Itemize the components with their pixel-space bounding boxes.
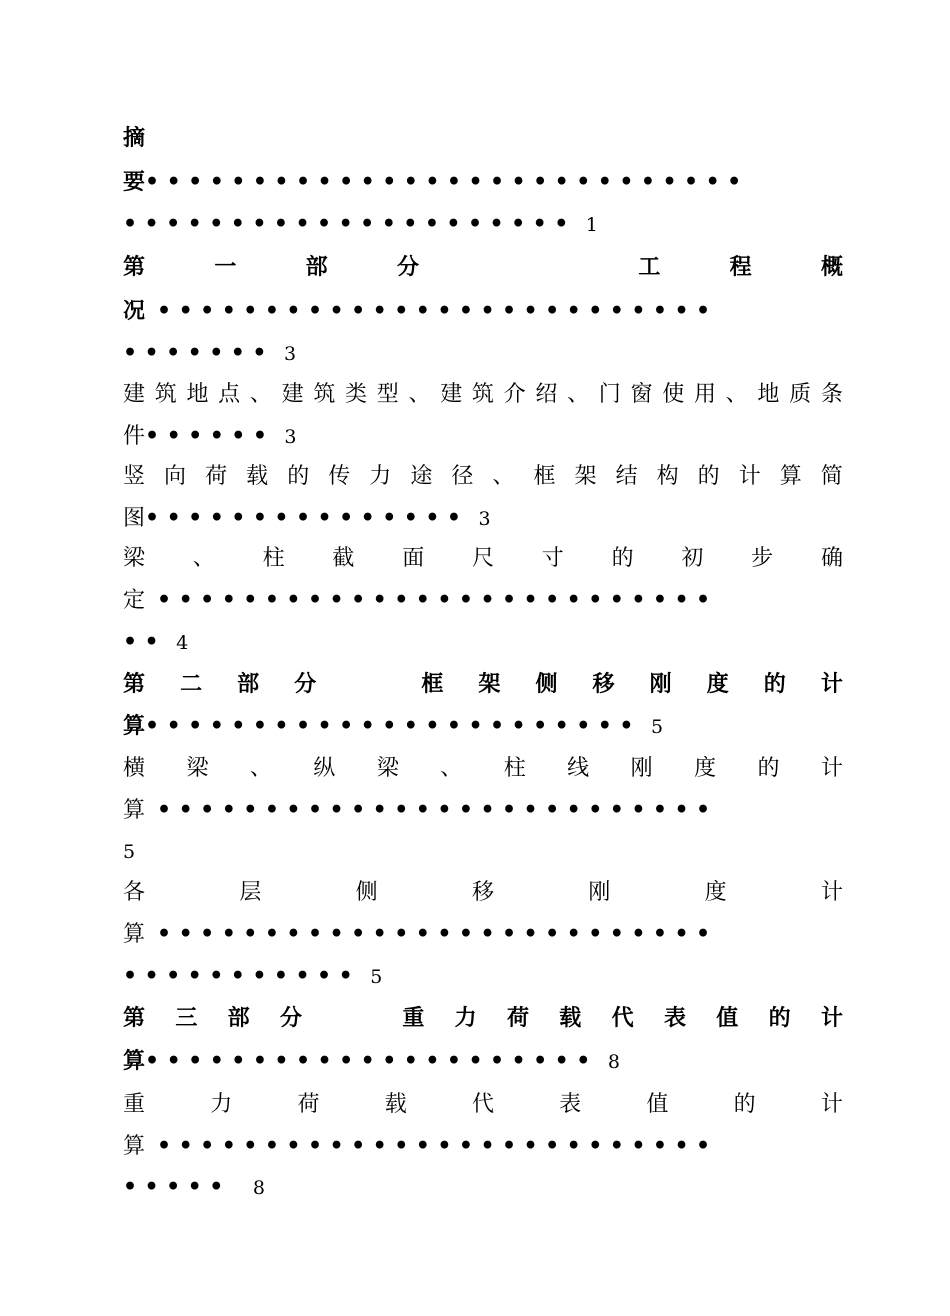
leader-dots: •••••••••••••••••••••••••• xyxy=(157,921,718,947)
toc-p3s1-line2: 算 •••••••••••••••••••••••••• xyxy=(123,1133,718,1159)
toc-p3s1-line3 xyxy=(123,1170,843,1204)
toc-part3-line2: 算••••••••••••••••••••• 8 xyxy=(123,1048,620,1074)
toc-part3-page: 8 xyxy=(607,1051,620,1073)
toc-p1s1-line2: 件•••••• 3 xyxy=(123,423,297,449)
leader-dots: ••••••••••••••••••••• xyxy=(123,211,576,237)
toc-p2s2-page: 5 xyxy=(370,966,383,988)
toc-p2s2-line3 xyxy=(123,959,843,993)
leader-dots: •••••••••••••••••••••••••• xyxy=(157,298,718,324)
toc-p1s2-line2: 图••••••••••••••• 3 xyxy=(123,505,491,531)
toc-part2-line1: 第 二 部 分 框 架 侧 移 刚 度 的 计 xyxy=(123,671,843,697)
toc-abstract-page: 1 xyxy=(585,214,598,236)
toc-part2-line2: 算••••••••••••••••••••••• 5 xyxy=(123,713,664,739)
toc-p1s2-page: 3 xyxy=(478,508,491,530)
toc-abstract-line1 xyxy=(123,121,843,155)
toc-p1s3-line3 xyxy=(123,625,843,659)
toc-p3s1-line1: 重 力 荷 载 代 表 值 的 计 xyxy=(123,1092,843,1117)
toc-abstract-line3 xyxy=(123,207,843,241)
toc-part1-line1: 第 一 部 分 工 程 概 xyxy=(123,254,843,280)
toc-p2s1-line2: 算 •••••••••••••••••••••••••• xyxy=(123,797,718,823)
leader-dots: ••••••••••••••• xyxy=(145,505,469,531)
toc-p2s1-line3 xyxy=(123,835,843,869)
toc-p1s3-line1: 梁 、 柱 截 面 尺 寸 的 初 步 确 xyxy=(123,546,843,571)
toc-part1-line2: 况 •••••••••••••••••••••••••• xyxy=(123,298,718,324)
toc-part3-line1: 第 三 部 分 重 力 荷 载 代 表 值 的 计 xyxy=(123,1005,843,1031)
leader-dots: ••••••••••••••••••••••• xyxy=(145,713,641,739)
leader-dots: •••••••••••••••••••••••••• xyxy=(157,587,718,613)
leader-dots: •••••• xyxy=(145,423,275,449)
toc-part2-page: 5 xyxy=(650,716,664,738)
toc-p1s2-line1: 竖 向 荷 载 的 传 力 途 径 、 框 架 结 构 的 计 算 简 xyxy=(123,464,843,489)
toc-abstract-title-part: 摘 xyxy=(123,125,146,151)
toc-p2s1-line1: 横 梁 、 纵 梁 、 柱 线 刚 度 的 计 xyxy=(123,756,843,781)
toc-p2s1-page: 5 xyxy=(123,841,136,863)
leader-dots: ••••••••••• xyxy=(123,963,361,989)
leader-dots: ••••••• xyxy=(123,340,274,366)
leader-dots: •••••••••••••••••••••••••• xyxy=(157,797,718,823)
toc-p1s3-line2: 定 •••••••••••••••••••••••••• xyxy=(123,587,718,613)
toc-p3s1-page: 8 xyxy=(252,1177,265,1199)
toc-p2s2-line2: 算 •••••••••••••••••••••••••• xyxy=(123,921,718,947)
toc-p1s3-page: 4 xyxy=(176,632,189,654)
toc-abstract-line2 xyxy=(123,165,843,199)
toc-abstract-title-part: 要 xyxy=(123,169,146,195)
toc-p2s2-line1: 各 层 侧 移 刚 度 计 xyxy=(123,880,843,905)
leader-dots: •••••••••••••••••••••••••• xyxy=(157,1133,718,1159)
leader-dots: •••••••••••••••••••••••••••• xyxy=(145,169,749,195)
leader-dots: ••••••••••••••••••••• xyxy=(145,1048,598,1074)
toc-p1s1-page: 3 xyxy=(284,426,297,448)
toc-part1-line3 xyxy=(123,336,843,370)
toc-p1s1-line1: 建 筑 地 点 、 建 筑 类 型 、 建 筑 介 绍 、 门 窗 使 用 、 地 质 条 xyxy=(123,382,843,407)
toc-part1-page: 3 xyxy=(283,343,297,365)
leader-dots: •• xyxy=(123,629,167,655)
leader-dots: ••••• xyxy=(123,1174,231,1200)
